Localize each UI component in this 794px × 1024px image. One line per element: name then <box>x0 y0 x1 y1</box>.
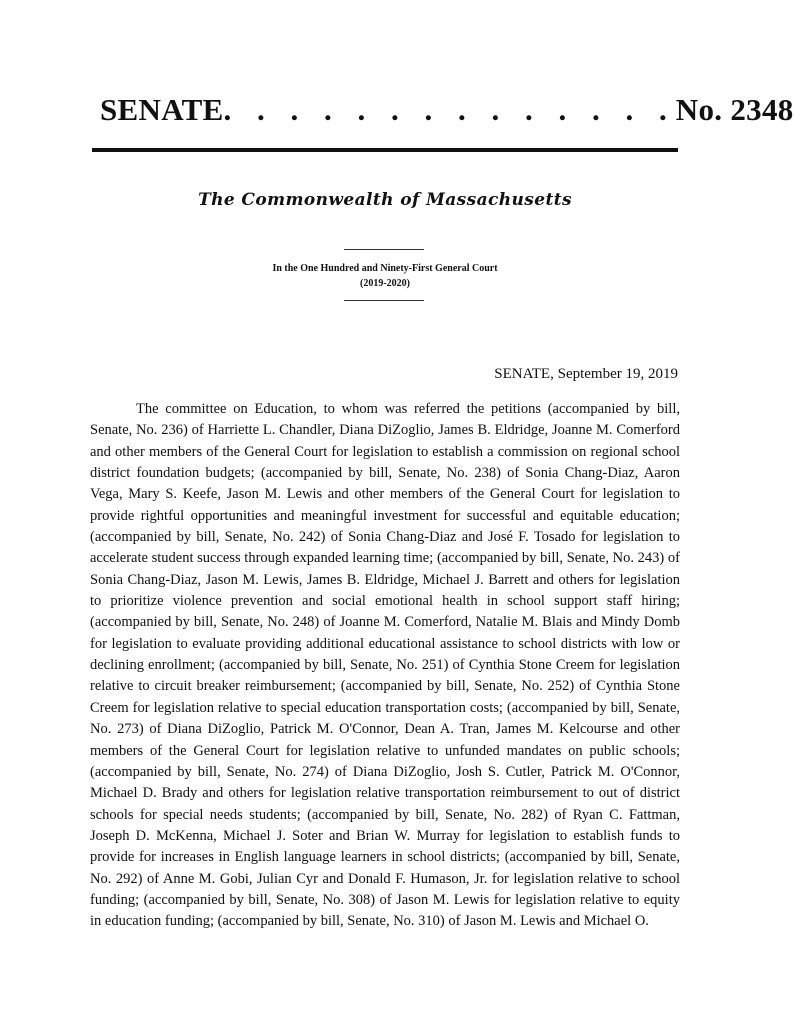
court-bottom-rule <box>344 300 424 301</box>
bill-header <box>100 92 794 136</box>
court-heading <box>0 261 770 291</box>
court-years: (2019-2020) <box>360 278 410 289</box>
bill-number: No. 2348 <box>675 92 794 127</box>
court-top-rule <box>344 249 424 250</box>
leader-dots: . . . . . . . . . . . . . . <box>223 92 676 127</box>
header-rule <box>92 148 678 152</box>
report-date: SENATE, September 19, 2019 <box>494 366 678 382</box>
court-session: In the One Hundred and Ninety-First General Court <box>272 263 498 274</box>
committee-report-paragraph: The committee on Education, to whom was referred the petitions (accompanied by bill, Senate, No. 236) of Harriette L. Chandler, Diana DiZoglio, James B. Eldridge, Joanne M. Comerford and other members of the General Court for legislation to establish a commission on regional school district foundation budgets; (accompanied by bill, Senate, No. 238) of Sonia Chang-Diaz, Aaron Vega, Mary S. Keefe, Jason M. Lewis and other members of the General Court for legislation to provide rightful opportunities and meaningful investment for successful and equitable education; (accompanied by bill, Senate, No. 242) of Sonia Chang-Diaz and José F. Tosado for legislation to accelerate student success through expanded learning time; (accompanied by bill, Senate, No. 243) of Sonia Chang-Diaz, Jason M. Lewis, James B. Eldridge, Michael J. Barrett and others for legislation to prioritize violence prevention and social emotional health in school support staff hiring; (accompanied by bill, Senate, No. 248) of Joanne M. Comerford, Natalie M. Blais and Mindy Domb for legislation to evaluate providing additional educational assistance to school districts with low or declining enrollment; (accompanied by bill, Senate, No. 251) of Cynthia Stone Creem for legislation relative to circuit breaker reimbursement; (accompanied by bill, Senate, No. 252) of Cynthia Stone Creem for legislation relative to special education transportation costs; (accompanied by bill, Senate, No. 273) of Diana DiZoglio, Patrick M. O'Connor, Dean A. Tran, James M. Kelcourse and other members of the General Court for legislation relative to unfunded mandates on public schools; (accompanied by bill, Senate, No. 274) of Diana DiZoglio, Josh S. Cutler, Patrick M. O'Connor, Michael D. Brady and others for legislation relative transportation reimbursement to out of district schools for special needs students; (accompanied by bill, Senate, No. 282) of Ryan C. Fattman, Joseph D. McKenna, Michael J. Soter and Brian W. Murray for legislation to establish funds to provide for increases in English language learners in school districts; (accompanied by bill, Senate, No. 292) of Anne M. Gobi, Julian Cyr and Donald F. Humason, Jr. for legislation relative to school funding; (accompanied by bill, Senate, No. 308) of Jason M. Lewis for legislation relative to equity in education funding; (accompanied by bill, Senate, No. 310) of Jason M. Lewis and Michael O. <box>90 401 680 930</box>
chamber-label: SENATE <box>100 92 224 127</box>
commonwealth-title: The Commonwealth of Massachusetts <box>198 190 572 210</box>
